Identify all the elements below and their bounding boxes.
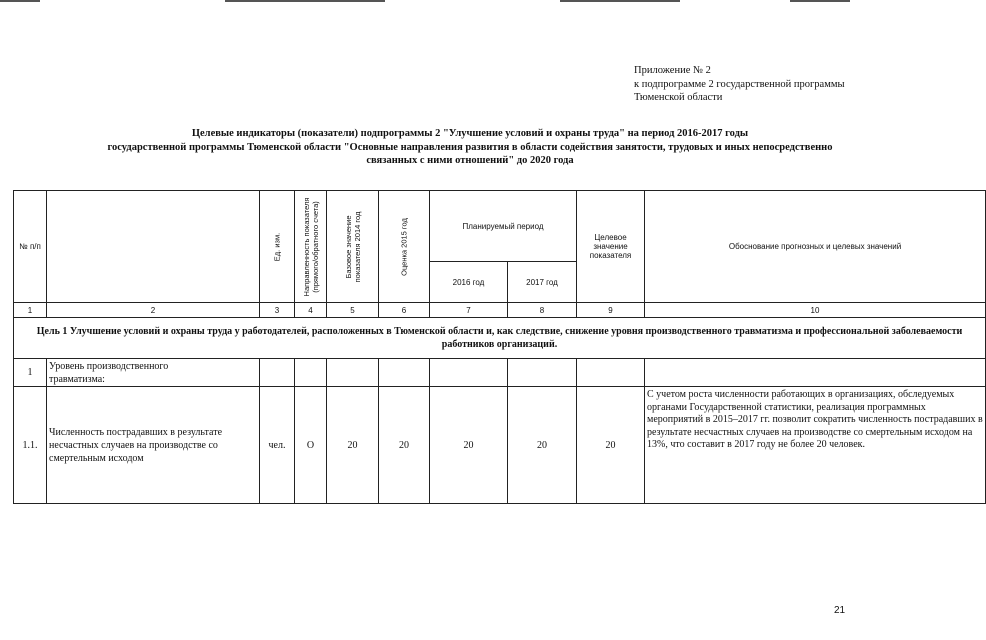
- scan-artifact-line: [225, 0, 385, 2]
- row-estimate: [379, 359, 430, 387]
- header-base: Базовое значение показателя 2014 год: [327, 191, 379, 303]
- header-unit: Ед. изм.: [260, 191, 295, 303]
- indicators-table: [13, 190, 986, 504]
- row-2016: [430, 359, 508, 387]
- header-justification: Обоснование прогнозных и целевых значений: [645, 191, 986, 303]
- colnum-6: 6: [379, 303, 430, 318]
- row-name: Численность пострадавших в результате несчастных случаев на производстве со смертельным исходом: [47, 387, 260, 504]
- colnum-3: 3: [260, 303, 295, 318]
- colnum-8: 8: [508, 303, 577, 318]
- row-justification: [645, 359, 986, 387]
- colnum-2: 2: [47, 303, 260, 318]
- header-2016: 2016 год: [430, 262, 508, 303]
- row-direction: О: [295, 387, 327, 504]
- header-2017: 2017 год: [508, 262, 577, 303]
- row-target: 20: [577, 387, 645, 504]
- title-line-3: связанных с ними отношений" до 2020 года: [366, 155, 574, 166]
- row-unit: [260, 359, 295, 387]
- header-direction: Направленность показателя (прямого/обратного счета): [295, 191, 327, 303]
- document-title: [40, 127, 900, 168]
- appendix-line-2: к подпрограмме 2 государственной программы: [634, 78, 845, 90]
- column-number-row: [14, 303, 986, 318]
- header-name: [47, 191, 260, 303]
- row-base: [327, 359, 379, 387]
- row-num: 1: [14, 359, 47, 387]
- header-num: № п/п: [14, 191, 47, 303]
- colnum-5: 5: [327, 303, 379, 318]
- colnum-9: 9: [577, 303, 645, 318]
- colnum-10: 10: [645, 303, 986, 318]
- goal-text: Цель 1 Улучшение условий и охраны труда у работодателей, расположенных в Тюменской области и, как следствие, снижение уровня производственного травматизма и профессиональной заболеваемости работников организаций.: [14, 318, 986, 359]
- row-estimate: 20: [379, 387, 430, 504]
- row-2016: 20: [430, 387, 508, 504]
- row-2017: 20: [508, 387, 577, 504]
- colnum-7: 7: [430, 303, 508, 318]
- header-row: [14, 191, 986, 262]
- row-justification: С учетом роста численности работающих в организациях, обследуемых органами Государственной статистики, реализация программных мероприятий в 2015–2017 гг. позволит сократить численность пострадавших в результате несчастных случаев на производстве со смертельным исходом на 13%, что составит в 2017 году не более 20 человек.: [645, 387, 986, 504]
- page-number: 21: [834, 605, 846, 616]
- header-estimate: Оценка 2015 год: [379, 191, 430, 303]
- title-line-1: Целевые индикаторы (показатели) подпрограммы 2 "Улучшение условий и охраны труда" на период 2016-2017 годы: [191, 128, 749, 139]
- appendix-line-3: Тюменской области: [634, 92, 723, 103]
- row-name: Уровень производственного травматизма:: [47, 359, 260, 387]
- scan-artifact-line: [560, 0, 680, 2]
- row-base: 20: [327, 387, 379, 504]
- table-row: [14, 387, 986, 504]
- row-num: 1.1.: [14, 387, 47, 504]
- header-planned: Планируемый период: [430, 191, 577, 262]
- appendix-line-1: Приложение № 2: [634, 65, 711, 76]
- scan-artifact-line: [790, 0, 850, 2]
- appendix-note: [634, 64, 845, 105]
- scan-artifact-line: [0, 0, 40, 2]
- row-target: [577, 359, 645, 387]
- table-row: [14, 359, 986, 387]
- row-direction: [295, 359, 327, 387]
- goal-row: [14, 318, 986, 359]
- header-target: Целевое значение показателя: [577, 191, 645, 303]
- row-2017: [508, 359, 577, 387]
- colnum-1: 1: [14, 303, 47, 318]
- row-unit: чел.: [260, 387, 295, 504]
- colnum-4: 4: [295, 303, 327, 318]
- title-line-2: государственной программы Тюменской области "Основные направления развития в области содействия занятости, трудовых и иных непосредственно: [107, 141, 833, 153]
